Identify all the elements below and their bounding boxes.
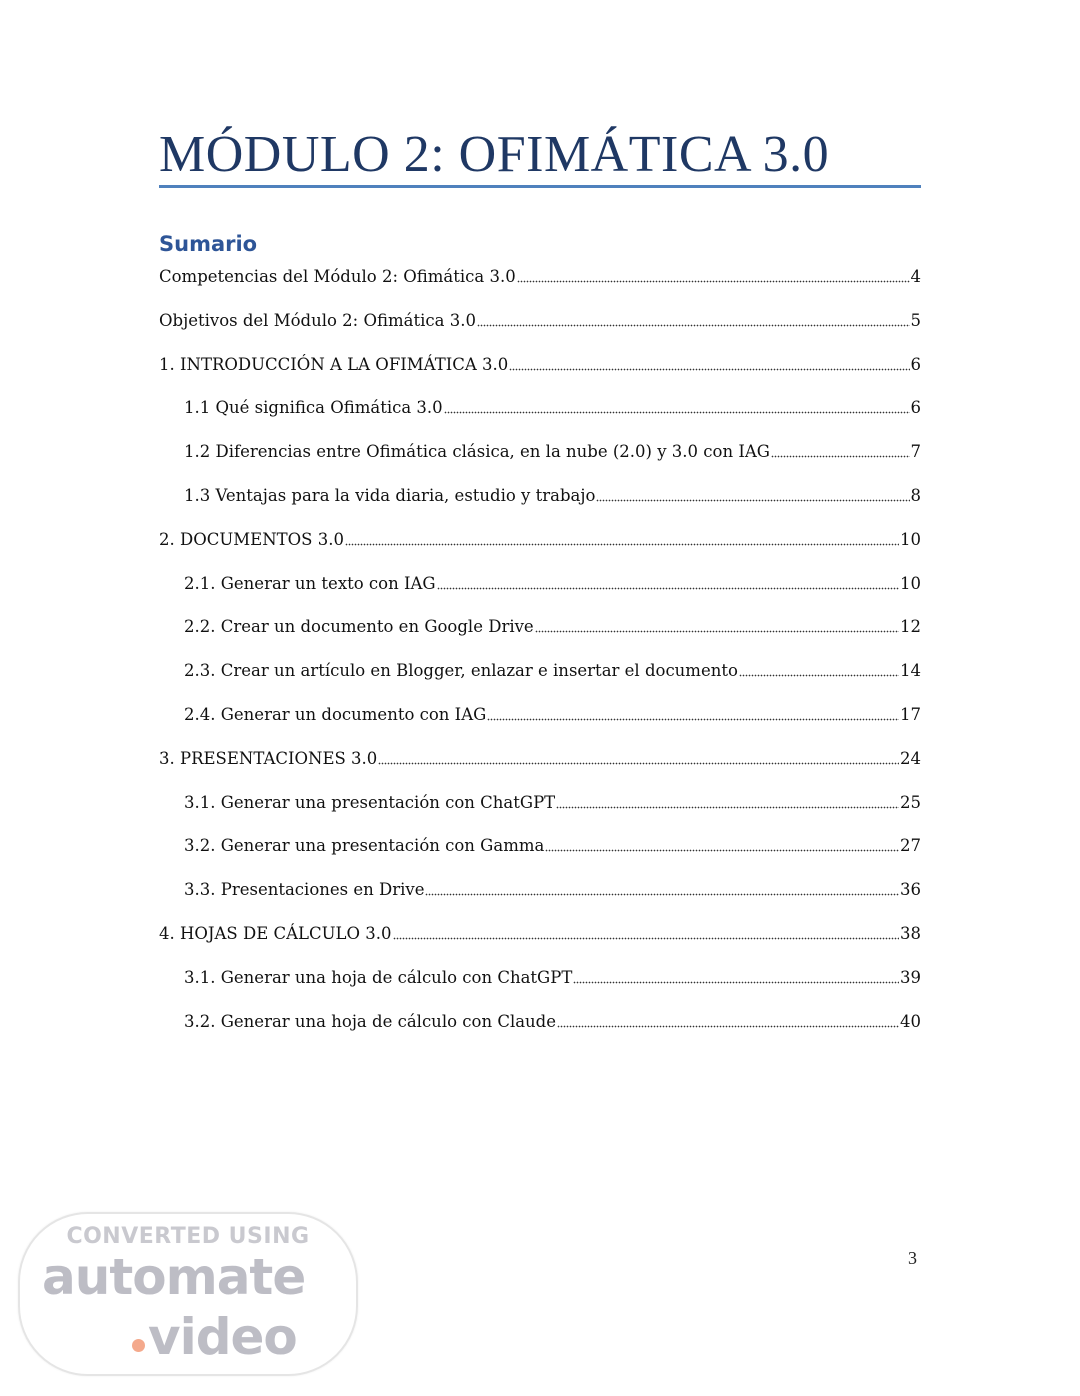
toc-entry-label: 3. PRESENTACIONES 3.0 <box>159 748 378 768</box>
toc-entry[interactable] <box>159 1010 921 1054</box>
toc-entry[interactable] <box>159 615 921 659</box>
toc-dot-leader <box>477 309 910 327</box>
toc-entry-page: 39 <box>900 967 921 987</box>
toc-dot-leader <box>596 484 909 502</box>
toc-entry[interactable] <box>159 834 921 878</box>
watermark-badge <box>18 1212 358 1376</box>
toc-entry-label: 2.2. Crear un documento en Google Drive <box>184 617 534 637</box>
toc-entry-page: 40 <box>900 1011 921 1031</box>
toc-entry-page: 17 <box>900 704 921 724</box>
page-number: 3 <box>908 1248 917 1268</box>
toc-entry[interactable] <box>159 922 921 966</box>
toc-entry-page: 12 <box>900 617 921 637</box>
toc-entry[interactable] <box>159 353 921 397</box>
toc-dot-leader <box>393 922 900 940</box>
toc-entry[interactable] <box>159 572 921 616</box>
toc-entry-page: 6 <box>910 398 921 418</box>
toc-dot-leader <box>444 396 910 414</box>
toc-dot-leader <box>378 747 899 765</box>
toc-entry-label: Competencias del Módulo 2: Ofimática 3.0 <box>159 267 516 286</box>
toc-entry-label: 3.2. Generar una presentación con Gamma <box>184 836 545 856</box>
watermark-brand-text: video <box>148 1308 297 1366</box>
toc-entry-page: 38 <box>900 923 921 943</box>
title-underline <box>159 185 921 188</box>
toc-entry-label: 3.1. Generar una presentación con ChatGPT <box>184 792 556 812</box>
toc-entry-page: 10 <box>900 529 921 549</box>
watermark-brand-line1: automate <box>42 1248 306 1306</box>
toc-entry-page: 14 <box>900 661 921 681</box>
toc-dot-leader <box>517 265 910 283</box>
document-title: MÓDULO 2: OFIMÁTICA 3.0 <box>159 126 830 183</box>
table-of-contents <box>159 265 921 1053</box>
toc-dot-leader <box>545 834 899 852</box>
watermark-dot-icon <box>132 1339 145 1352</box>
toc-dot-leader <box>487 703 899 721</box>
toc-dot-leader <box>556 791 899 809</box>
toc-entry-page: 25 <box>900 792 921 812</box>
toc-entry[interactable] <box>159 309 921 353</box>
toc-entry-page: 5 <box>910 310 921 330</box>
toc-entry[interactable] <box>159 703 921 747</box>
toc-entry-page: 36 <box>900 880 921 900</box>
toc-entry[interactable] <box>159 440 921 484</box>
toc-entry-label: 2.4. Generar un documento con IAG <box>184 704 487 724</box>
toc-entry-label: Objetivos del Módulo 2: Ofimática 3.0 <box>159 310 476 330</box>
toc-entry-label: 2. DOCUMENTOS 3.0 <box>159 529 344 549</box>
toc-entry-label: 2.3. Crear un artículo en Blogger, enlazar e insertar el documento <box>184 661 738 681</box>
toc-entry-page: 24 <box>900 748 921 768</box>
toc-dot-leader <box>535 615 899 633</box>
watermark-caption: CONVERTED USING <box>66 1224 310 1249</box>
watermark-brand-line2 <box>132 1308 297 1366</box>
toc-entry-page: 8 <box>910 485 921 505</box>
toc-entry[interactable] <box>159 528 921 572</box>
toc-entry-page: 10 <box>900 573 921 593</box>
toc-entry[interactable] <box>159 747 921 791</box>
toc-entry-label: 1.1 Qué significa Ofimática 3.0 <box>184 398 443 418</box>
toc-entry[interactable] <box>159 265 921 309</box>
toc-dot-leader <box>739 659 899 677</box>
toc-entry[interactable] <box>159 396 921 440</box>
toc-entry[interactable] <box>159 966 921 1010</box>
toc-heading: Sumario <box>159 232 258 256</box>
toc-entry-page: 7 <box>910 442 921 462</box>
toc-entry-page: 6 <box>910 354 921 374</box>
toc-entry-label: 3.2. Generar una hoja de cálculo con Claude <box>184 1011 557 1031</box>
toc-entry[interactable] <box>159 878 921 922</box>
toc-entry-page: 4 <box>910 267 921 286</box>
toc-entry-label: 3.3. Presentaciones en Drive <box>184 880 425 900</box>
toc-dot-leader <box>509 353 909 371</box>
toc-dot-leader <box>437 572 899 590</box>
toc-entry-label: 1.2 Diferencias entre Ofimática clásica, en la nube (2.0) y 3.0 con IAG <box>184 442 770 462</box>
toc-entry[interactable] <box>159 484 921 528</box>
toc-dot-leader <box>573 966 899 984</box>
toc-dot-leader <box>425 878 899 896</box>
toc-entry-label: 2.1. Generar un texto con IAG <box>184 573 436 593</box>
toc-dot-leader <box>771 440 910 458</box>
toc-entry-label: 3.1. Generar una hoja de cálculo con ChatGPT <box>184 967 573 987</box>
toc-entry[interactable] <box>159 791 921 835</box>
toc-entry-label: 1. INTRODUCCIÓN A LA OFIMÁTICA 3.0 <box>159 354 509 374</box>
toc-entry-page: 27 <box>900 836 921 856</box>
toc-entry-label: 4. HOJAS DE CÁLCULO 3.0 <box>159 923 392 943</box>
toc-entry-label: 1.3 Ventajas para la vida diaria, estudio y trabajo <box>184 485 596 505</box>
toc-dot-leader <box>345 528 899 546</box>
toc-entry[interactable] <box>159 659 921 703</box>
toc-dot-leader <box>557 1010 899 1028</box>
